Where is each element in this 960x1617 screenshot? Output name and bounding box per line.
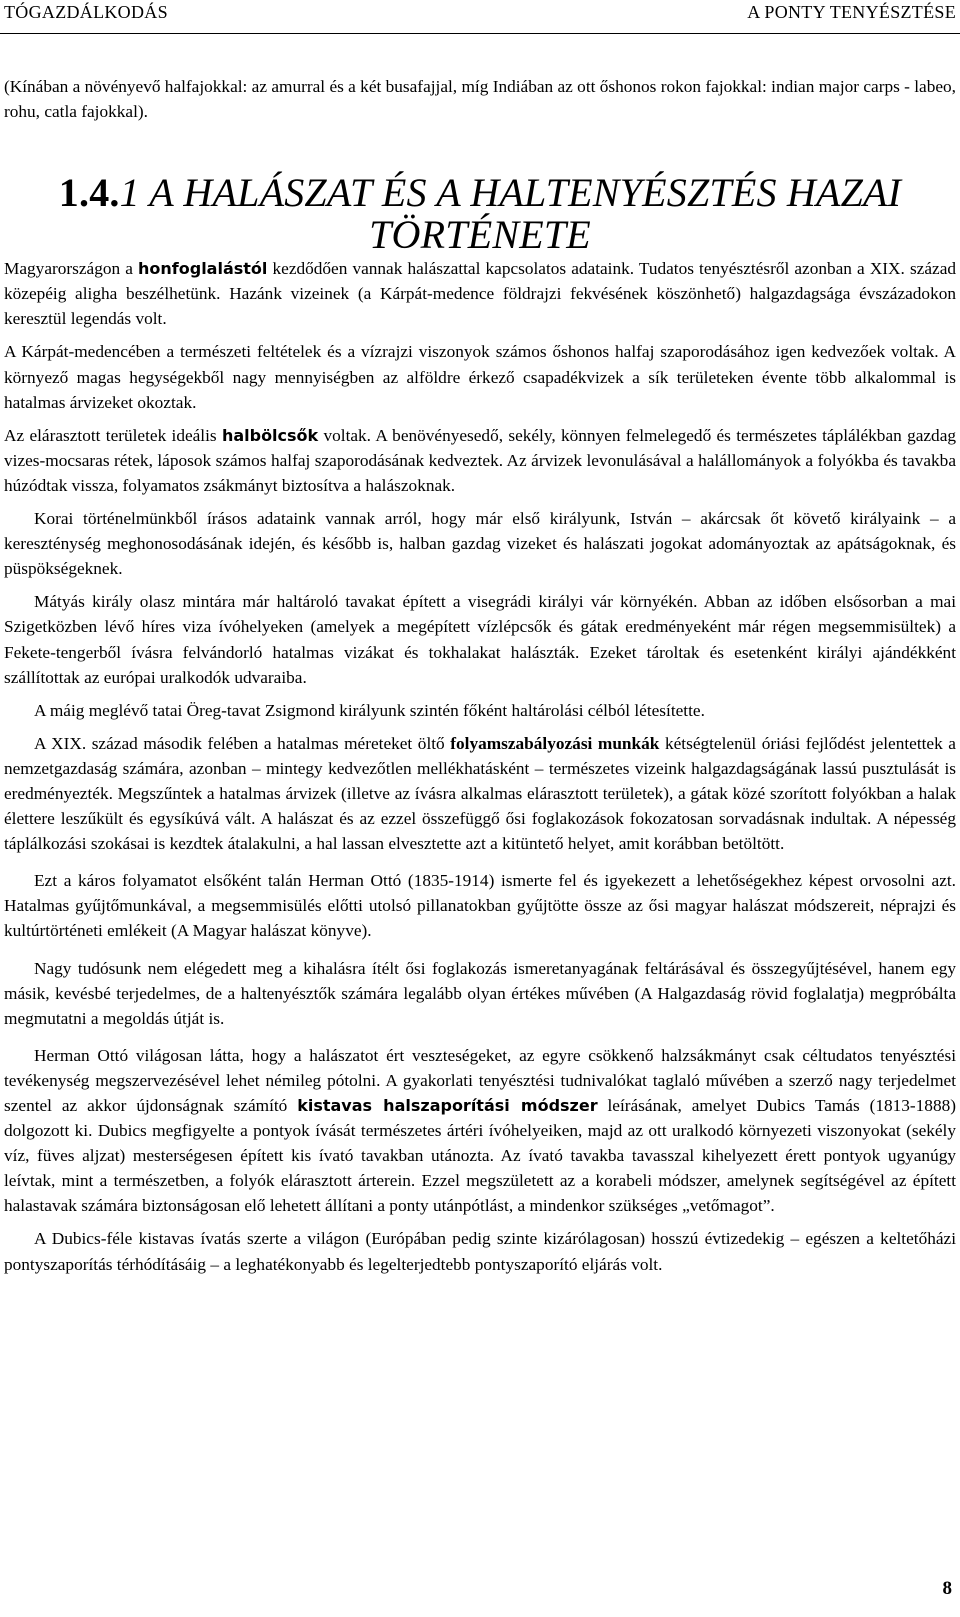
page-number: 8	[942, 1578, 952, 1599]
emphasis-halbolcsok: halbölcsők	[221, 425, 319, 445]
paragraph-2: A Kárpát-medencében a természeti feltételek és a vízrajzi viszonyok számos őshonos halfaj szaporodásához igen kedvezőek voltak. A környező magas hegységekből nagy mennyiségben az alföldre érkező csapadékvizek a sík területeken évente több alkalommal is hatalmas árvizeket okoztak.	[4, 342, 956, 412]
emphasis-honfoglalas: honfoglalástól	[138, 259, 268, 279]
text-run: A XIX. század második felében a hatalmas méreteket öltő	[34, 733, 451, 753]
text-run: Az elárasztott területek ideális	[4, 425, 222, 445]
text-run: Herman Ottó világosan látta, hogy a halászatot ért veszteségeket, az egyre csökkenő halzsákmányt csak céltudatos tenyésztési tevékenység megszervezésével lehet némileg pótolni. A gyakorlati tenyésztési tudnivalókat taglaló művében a szerző nagy terjedelmet szentel az akkor újdonságnak számító	[4, 1045, 956, 1115]
paragraph-1	[4, 256, 956, 331]
section-heading	[4, 172, 956, 256]
section-title: 1 A HALÁSZAT ÉS A HALTENYÉSZTÉS HAZAI TÖRTÉNETE	[119, 170, 902, 258]
paragraph-7	[4, 731, 956, 856]
text-run: kétségtelenül óriási fejlődést jelentettek a nemzetgazdaság számára, azonban – mintegy kedvezőtlen mellékhatásként – természetes vizeink halgazdagságának lassú pusztulását is eredményezték. Megszűntek a hatalmas árvizek (illetve az ívásra alkalmas elárasztott területek), a gátak közé szorított folyókban a halak élettere leszűkült és egysíkúvá vált. A halászat és az ezzel összefüggő ősi foglakozások fokozatosan sorvadásnak indultak. A népesség táplálkozási szokásai is kezdtek átalakulni, a hal lassan elvesztette azt a kitüntető helyet, amit korábban betöltött.	[4, 733, 956, 854]
header-rule	[0, 33, 960, 34]
text-run: voltak. A benövényesedő, sekély, könnyen felmelegedő és természetes táplálékban gazdag vizes-mocsaras rétek, láposok számos halfaj szaporodásának kedveztek. Az árvizek levonulásával a halállományok a folyókba és tavakba húzódtak vissza, folyamatos zsákmányt biztosítva a halászoknak.	[4, 425, 956, 495]
text-run: Magyarországon a	[4, 259, 139, 279]
page-body	[4, 74, 956, 1277]
paragraph-10	[4, 1043, 956, 1219]
paragraph-8: Ezt a káros folyamatot elsőként talán Herman Ottó (1835-1914) ismerte fel és igyekezett a lehetőségekhez képest orvosolni azt. Hatalmas gyűjtőmunkával, a megsemmisülés előtti utolsó pillanatokban gyűjtötte össze az ősi magyar halászat módszereit, néprajzi és kultúrtörténeti emlékeit (A Magyar halászat könyve).	[4, 871, 956, 941]
emphasis-kistavas-modszer: kistavas halszaporítási módszer	[297, 1096, 598, 1115]
intro-paragraph: (Kínában a növényevő halfajokkal: az amurral és a két busafajjal, míg Indiában az ott őshonos rokon fajokkal: indian major carps - labeo, rohu, catla fajokkal).	[4, 77, 956, 122]
paragraph-3	[4, 423, 956, 498]
header-left-title: TÓGAZDÁLKODÁS	[4, 2, 168, 22]
paragraph-5: Mátyás király olasz mintára már haltároló tavakat épített a visegrádi királyi vár környékén. Abban az időben elsősorban a mai Szigetközben lévő híres viza ívóhelyeken (amelyek a megépített vízlépcsők és gátak eredményeként már régen megsemmisültek) a Fekete-tengerből ívásra felvándorló hatalmas vizákat és tokhalakat halászták. Ezeket tároltak és esetenként királyi ajándékként szállítottak az európai uralkodók udvaraiba.	[4, 592, 956, 687]
page-header	[0, 0, 960, 36]
header-right-title: A PONTY TENYÉSZTÉSE	[747, 2, 956, 22]
section-number: 1.4.	[58, 170, 120, 216]
paragraph-11: A Dubics-féle kistavas ívatás szerte a világon (Európában pedig szinte kizárólagosan) hosszú évtizedekig – egészen a keltetőházi pontyszaporítás térhódításáig – a leghatékonyabb és legelterjedtebb pontyszaporító eljárás volt.	[4, 1229, 956, 1274]
paragraph-4: Korai történelmünkből írásos adataink vannak arról, hogy már első királyunk, István – akárcsak őt követő királyaink – a kereszténység meghonosodásának idején, és később is, halban gazdag vizeket és halászati jogokat adományoztak az apátságoknak, és püspökségeknek.	[4, 509, 956, 579]
text-run: kezdődően vannak halászattal kapcsolatos adataink. Tudatos tenyésztésről azonban a XIX. század közepéig aligha beszélhetünk. Hazánk vizeinek (a Kárpát-medence földrajzi fekvésének köszönhető) halgazdagsága évszázadokon keresztül legendás volt.	[4, 259, 957, 329]
paragraph-6: A máig meglévő tatai Öreg-tavat Zsigmond királyunk szintén főként haltárolási célból létesítette.	[34, 700, 705, 720]
text-run: leírásának, amelyet Dubics Tamás (1813-1888) dolgozott ki. Dubics megfigyelte a pontyok ívását természetes ártéri ívóhelyeiken, majd az ott uralkodó környezeti viszonyokat (sekély víz, füves aljzat) mesterségesen épített kis ívató tavakban utánozta. Az ívató tavakba tavasszal kihelyezett érett pontyok ugyanúgy leívtak, mint a természetben, a folyók elárasztott árterein. Ezzel megszületett az a korabeli módszer, amelynek segítségével az épített halastavak számára biztonságosan elő lehetett állítani a ponty utánpótlást, a mindenkor szükséges „vetőmagot”.	[4, 1096, 956, 1216]
paragraph-9: Nagy tudósunk nem elégedett meg a kihalásra ítélt ősi foglakozás ismeretanyagának feltárásával és összegyűjtésével, hanem egy másik, kevésbé terjedelmes, de a haltenyésztők számára legalább olyan értékes művében (A Halgazdaság rövid foglalatja) megpróbálta megmutatni a megoldás útját is.	[4, 958, 956, 1028]
emphasis-folyamszabalyozas: folyamszabályozási munkák	[450, 733, 660, 753]
